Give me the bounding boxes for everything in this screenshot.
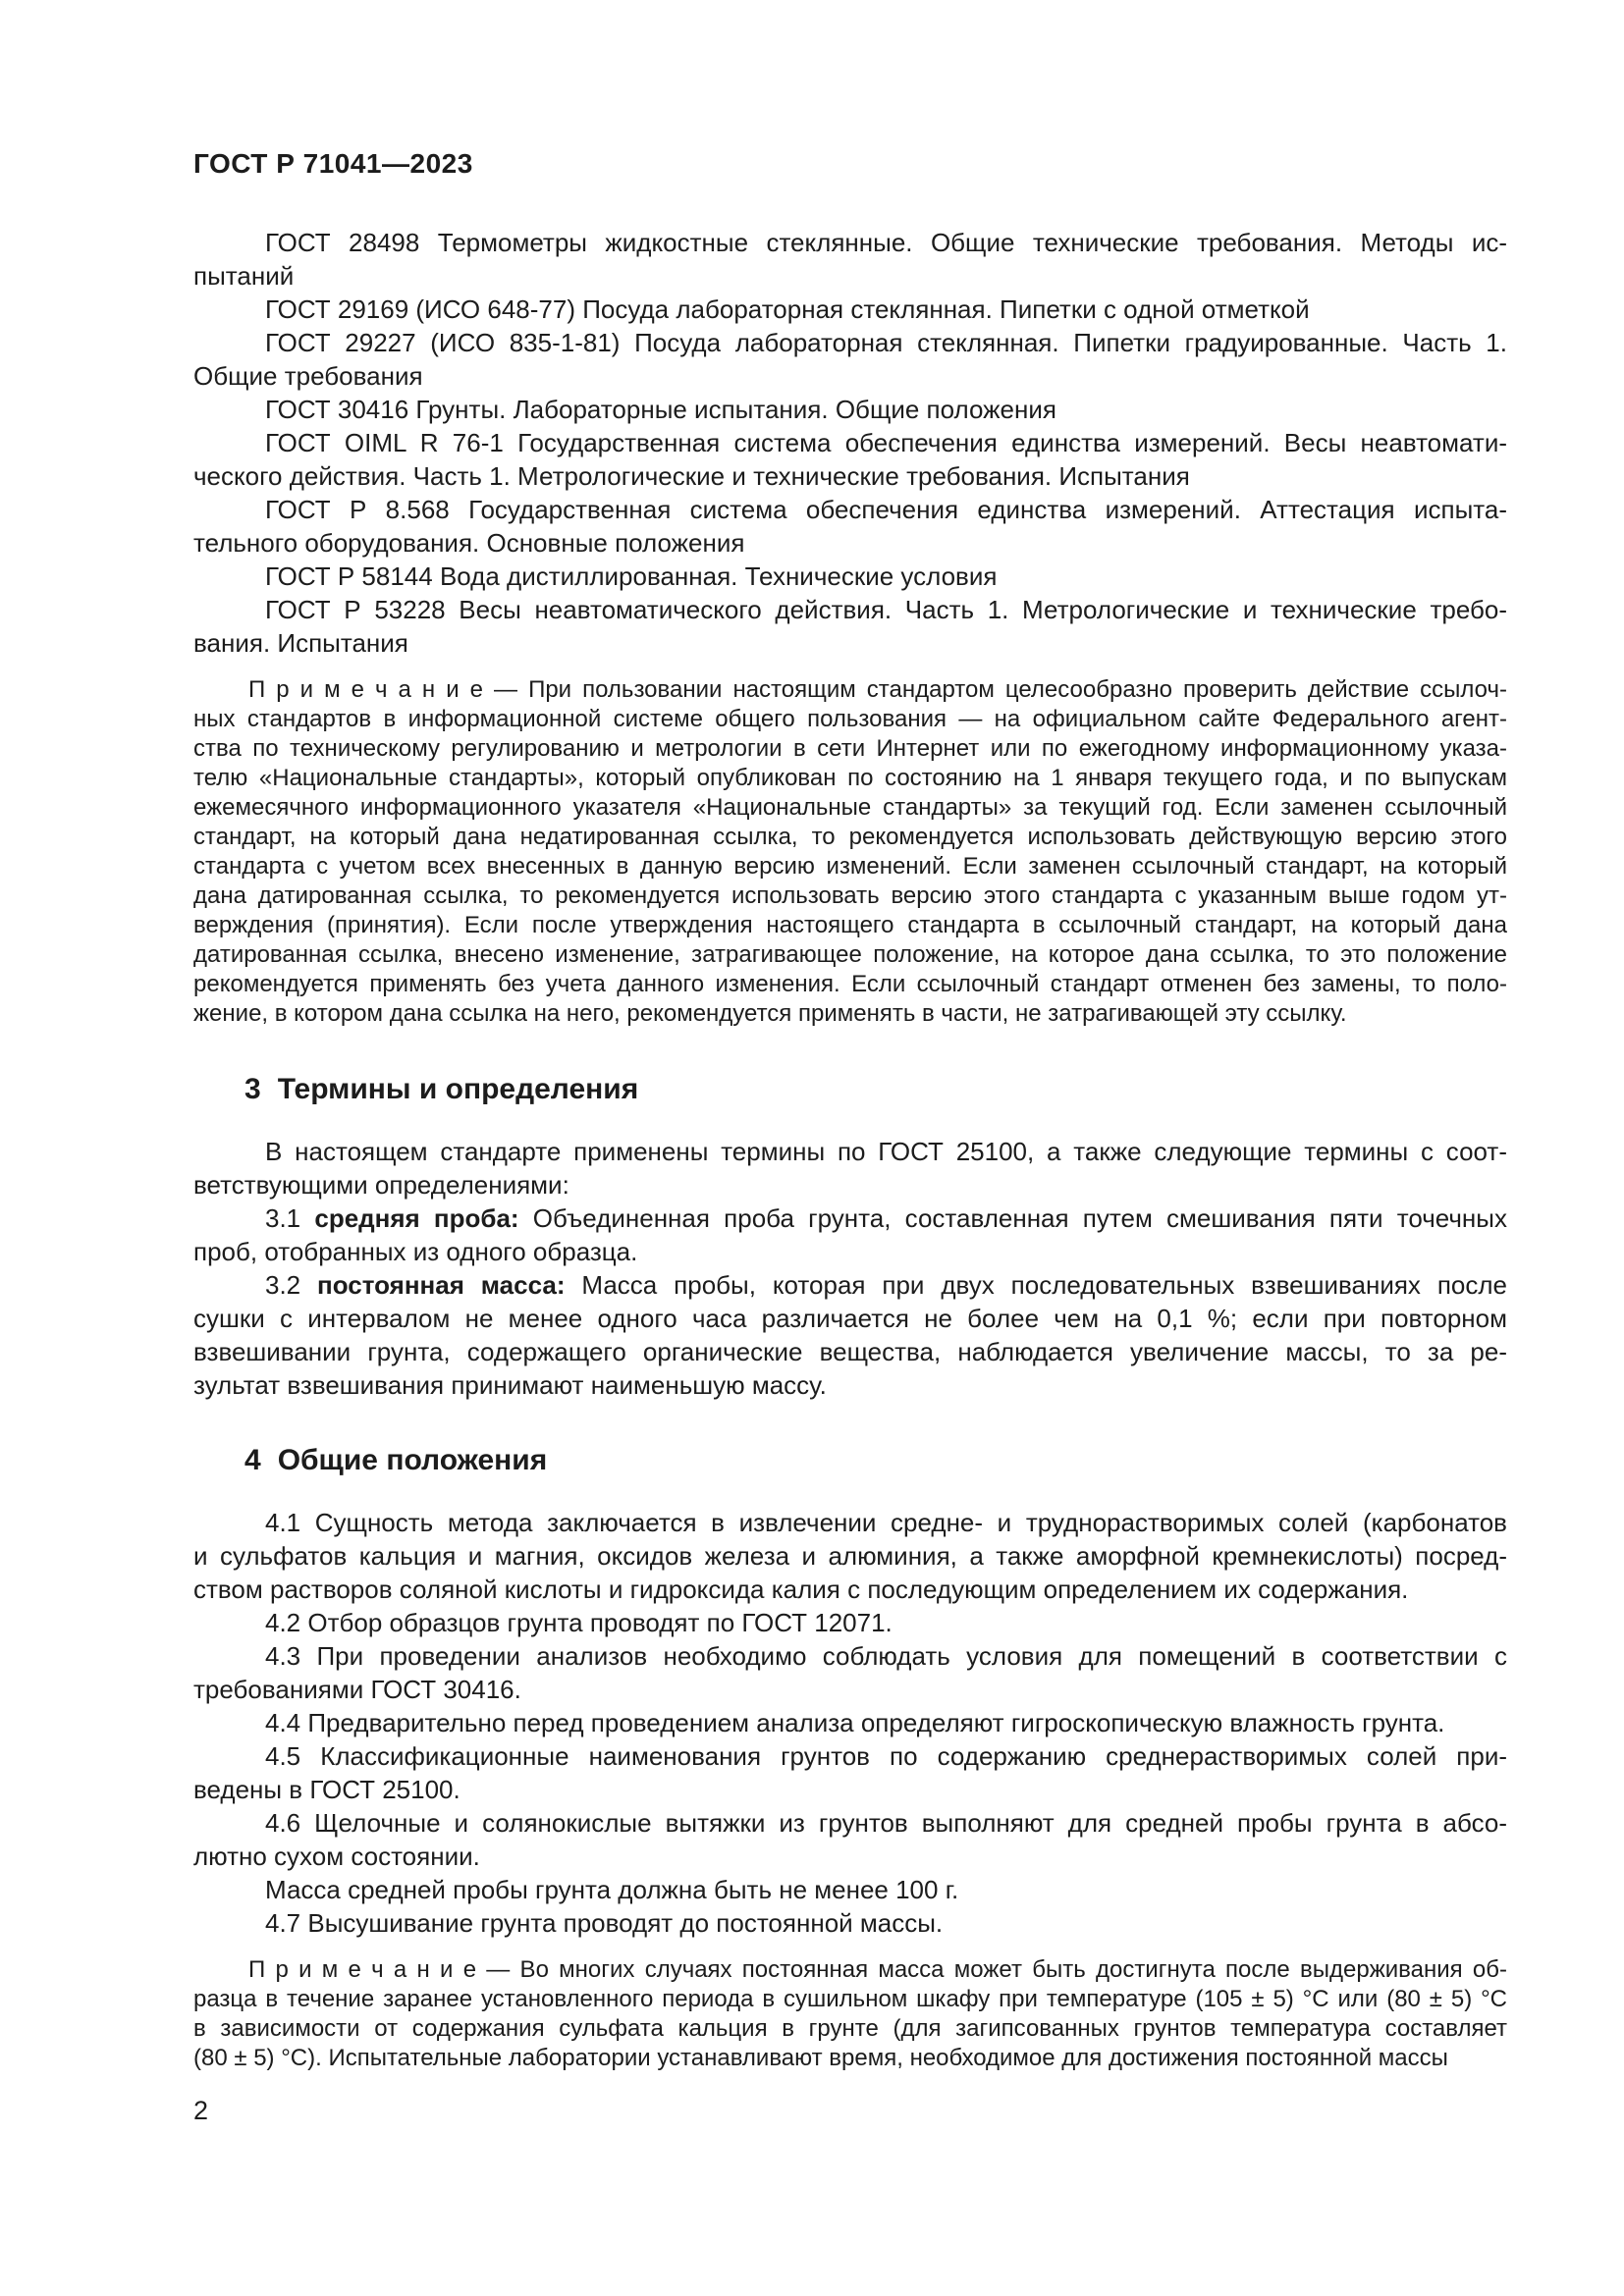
- paragraph: [193, 1706, 1507, 1739]
- text-line: ГОСТ 29169 (ИСО 648-77) Посуда лабораторная стеклянная. Пипетки с одной отметкой: [265, 294, 1310, 324]
- note-line: стандарт, на который дана недатированная ссылка, то рекомендуется использовать действующую версию этого: [193, 824, 1507, 850]
- text-line: 4.1 Сущность метода заключается в извлечении средне- и труднорастворимых солей (карбонатов: [265, 1508, 1507, 1537]
- paragraph: [193, 1873, 1507, 1906]
- paragraph: [193, 1135, 1507, 1201]
- note-line: стандарта с учетом всех внесенных в данную версию изменений. Если заменен ссылочный стандарт, на который: [193, 853, 1507, 880]
- section-title: Термины и определения: [277, 1073, 639, 1105]
- text-line: 4.6 Щелочные и солянокислые вытяжки из грунтов выполняют для средней пробы грунта в абсо-: [265, 1808, 1507, 1838]
- section-title: Общие положения: [277, 1444, 548, 1476]
- note-line: ных стандартов в информационной системе общего пользования — на официальном сайте Федерального агент-: [193, 706, 1507, 732]
- paragraph: [193, 426, 1507, 493]
- document-content: [193, 226, 1507, 2073]
- page-number: 2: [193, 2096, 209, 2125]
- text-line: и сульфатов кальция и магния, оксидов железа и алюминия, а также аморфной кремнекислоты) посред-: [193, 1541, 1507, 1571]
- section-heading-4: [193, 1441, 1507, 1480]
- note-line: в зависимости от содержания сульфата кальция в грунте (для загипсованных грунтов температура составляет: [193, 2015, 1507, 2042]
- text-line: тельного оборудования. Основные положения: [193, 528, 745, 558]
- text-line: ГОСТ 29227 (ИСО 835-1-81) Посуда лабораторная стеклянная. Пипетки градуированные. Часть 1.: [265, 328, 1507, 357]
- text-line: ветствующими определениями:: [193, 1170, 569, 1200]
- paragraph: [193, 493, 1507, 560]
- text-line: ГОСТ Р 53228 Весы неавтоматического действия. Часть 1. Метрологические и технические требо-: [265, 595, 1507, 624]
- text-line: вания. Испытания: [193, 628, 408, 658]
- text-line: 4.4 Предварительно перед проведением анализа определяют гигроскопическую влажность грунта.: [265, 1708, 1445, 1737]
- running-head: ГОСТ Р 71041—2023: [193, 148, 473, 179]
- term-bold: средняя проба:: [314, 1203, 519, 1233]
- text-line: 4.2 Отбор образцов грунта проводят по ГОСТ 12071.: [265, 1608, 893, 1637]
- text-line: пытаний: [193, 261, 295, 291]
- note-line: ежемесячного информационного указателя «Национальные стандарты» за текущий год. Если заменен ссылочный: [193, 794, 1507, 821]
- text-line: Общие требования: [193, 361, 423, 391]
- paragraph: [193, 1806, 1507, 1873]
- text-line: ГОСТ OIML R 76-1 Государственная система обеспечения единства измерений. Весы неавтомати-: [265, 428, 1507, 457]
- note-line: датированная ссылка, внесено изменение, затрагивающее положение, на которое дана ссылка, то это положение: [193, 941, 1507, 968]
- text-line: лютно сухом состоянии.: [193, 1842, 480, 1871]
- note-line: разца в течение заранее установленного периода в сушильном шкафу при температуре (105 ± 5) °С или (80 ± 5) °С: [193, 1986, 1507, 2012]
- text-line: ГОСТ 30416 Грунты. Лабораторные испытания. Общие положения: [265, 395, 1056, 424]
- text-line: ческого действия. Часть 1. Метрологические и технические требования. Испытания: [193, 461, 1190, 491]
- paragraph: [193, 1906, 1507, 1940]
- term-bold: постоянная масса:: [317, 1270, 566, 1300]
- note-line: жение, в котором дана ссылка на него, рекомендуется применять в части, не затрагивающей эту ссылку.: [193, 1000, 1347, 1027]
- paragraph: [193, 393, 1507, 426]
- text-line: В настоящем стандарте применены термины по ГОСТ 25100, а также следующие термины с соот-: [265, 1137, 1507, 1166]
- section-number: 4: [244, 1444, 261, 1476]
- paragraph: [193, 226, 1507, 293]
- note-line: телю «Национальные стандарты», который опубликован по состоянию на 1 января текущего года, и по выпускам: [193, 765, 1507, 791]
- note-block: [193, 1955, 1507, 2073]
- text-line: 4.5 Классификационные наименования грунтов по содержанию среднерастворимых солей при-: [265, 1741, 1507, 1771]
- note-block: [193, 675, 1507, 1029]
- text-line: сушки с интервалом не менее одного часа различается не более чем на 0,1 %; если при повторном: [193, 1304, 1507, 1333]
- text-line: ГОСТ 28498 Термометры жидкостные стеклянные. Общие технические требования. Методы ис-: [265, 228, 1507, 257]
- text-line: проб, отобранных из одного образца.: [193, 1237, 638, 1266]
- text-line: ством растворов соляной кислоты и гидроксида калия с последующим определением их содержания.: [193, 1575, 1409, 1604]
- text-line: требованиями ГОСТ 30416.: [193, 1675, 521, 1704]
- text-line: взвешивании грунта, содержащего органические вещества, наблюдается увеличение массы, то за ре-: [193, 1337, 1507, 1366]
- text-line: Масса средней пробы грунта должна быть не менее 100 г.: [265, 1875, 959, 1904]
- text-line: 3.1 средняя проба: Объединенная проба грунта, составленная путем смешивания пяти точечных: [265, 1203, 1507, 1233]
- text-line: зультат взвешивания принимают наименьшую массу.: [193, 1370, 827, 1400]
- paragraph: [193, 1606, 1507, 1639]
- text-line: 4.7 Высушивание грунта проводят до постоянной массы.: [265, 1908, 944, 1938]
- paragraph: [193, 1506, 1507, 1606]
- paragraph: [193, 293, 1507, 326]
- paragraph: [193, 1268, 1507, 1402]
- note-line: П р и м е ч а н и е — При пользовании настоящим стандартом целесообразно проверить действие ссылоч-: [248, 676, 1507, 703]
- note-line: ства по техническому регулированию и метрологии в сети Интернет или по ежегодному информационному указа-: [193, 735, 1507, 762]
- paragraph: [193, 1201, 1507, 1268]
- text-line: ведены в ГОСТ 25100.: [193, 1775, 460, 1804]
- section-number: 3: [244, 1073, 261, 1105]
- paragraph: [193, 1739, 1507, 1806]
- section-heading-3: [193, 1070, 1507, 1109]
- note-line: верждения (принятия). Если после утверждения настоящего стандарта в ссылочный стандарт, на который дана: [193, 912, 1507, 938]
- note-line: П р и м е ч а н и е — Во многих случаях постоянная масса может быть достигнута после выдерживания об-: [248, 1956, 1507, 1983]
- text-line: ГОСТ Р 8.568 Государственная система обеспечения единства измерений. Аттестация испыта-: [265, 495, 1507, 524]
- paragraph: [193, 1639, 1507, 1706]
- paragraph: [193, 560, 1507, 593]
- paragraph: [193, 326, 1507, 393]
- text-line: 4.3 При проведении анализов необходимо соблюдать условия для помещений в соответствии с: [265, 1641, 1507, 1671]
- paragraph: [193, 593, 1507, 660]
- note-line: (80 ± 5) °С). Испытательные лаборатории устанавливают время, необходимое для достижения постоянной массы: [193, 2045, 1448, 2071]
- note-line: дана датированная ссылка, то рекомендуется использовать версию этого стандарта с указанным выше годом ут-: [193, 882, 1507, 909]
- text-line: ГОСТ Р 58144 Вода дистиллированная. Технические условия: [265, 561, 998, 591]
- note-line: рекомендуется применять без учета данного изменения. Если ссылочный стандарт отменен без замены, то поло-: [193, 971, 1507, 997]
- text-line: 3.2 постоянная масса: Масса пробы, которая при двух последовательных взвешиваниях после: [265, 1270, 1507, 1300]
